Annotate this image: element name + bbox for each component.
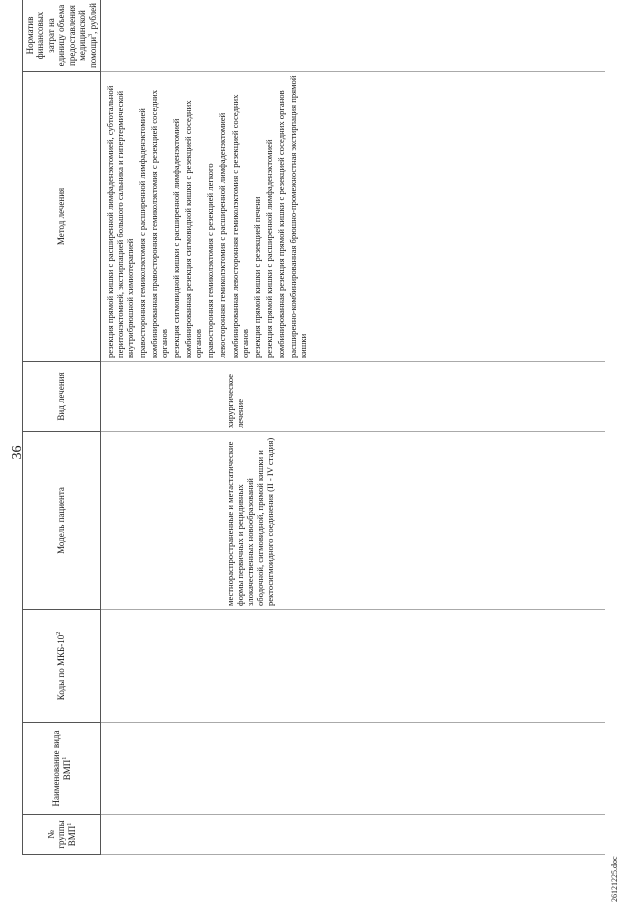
header-norm: Норматив финансовых затрат на единицу объема предоставления медицинской помощи$^3$, рублей: [23, 0, 101, 72]
method-item: правосторонняя гемиколэктомия с резекцией легкого: [205, 163, 216, 358]
method-item: резекция прямой кишки с резекцией печени: [251, 196, 262, 358]
table-header-row: [23, 0, 101, 855]
header-treatment-method: Метод лечения: [23, 72, 101, 362]
cell-norm: [101, 0, 606, 72]
cell-icd-codes: [101, 610, 606, 723]
header-treatment-type: Вид лечения: [23, 362, 101, 432]
cell-treatment-method: [101, 72, 606, 362]
header-vmp-name: Наименование вида ВМП$^1$: [23, 723, 101, 815]
cell-group-no: [101, 815, 606, 855]
method-item: левосторонняя гемиколэктомия с расширенной лимфаденэктомией: [217, 112, 228, 358]
method-item: комбинированная правосторонняя гемиколэктомия с резекцией соседних органов: [149, 89, 170, 358]
patient-model-text: местнораспространенные и метастатические формы первичных и рецидивных злокачественных новообразований ободочной, сигмовидной, прямой кишки и ректосигмоидного соединения (II - IV стадия): [225, 437, 276, 606]
method-item: резекция прямой кишки с расширенной лимфаденэктомией: [263, 139, 274, 358]
method-item: правосторонняя гемиколэктомия с расширенной лимфаденэктомией: [137, 108, 148, 358]
footer-doc-name: 26121225.doc: [610, 856, 619, 902]
method-item: резекция прямой кишки с расширенной лимфаденэктомией, субтотальной перитонэктомией, экстирпацией большого сальника и гипертермической внутрибрюшной химиотерапией: [105, 85, 136, 358]
vmp-table: [22, 0, 605, 855]
cell-vmp-name: [101, 723, 606, 815]
cell-treatment-type: [101, 362, 606, 432]
page-number: 36: [10, 445, 25, 460]
treatment-type-text: хирургическое лечение: [225, 374, 246, 428]
method-item: резекция сигмовидной кишки с расширенной лимфаденэктомией: [171, 118, 182, 358]
header-icd-codes: Коды по МКБ-$10^2$: [23, 610, 101, 723]
cell-patient-model: [101, 432, 606, 610]
header-group-no: № группы ВМП$^1$: [23, 815, 101, 855]
method-item: комбинированная резекция сигмовидной кишки с резекцией соседних органов: [183, 100, 204, 358]
method-item: комбинированная резекция прямой кишки с резекцией соседних органов: [275, 90, 286, 358]
table-row: [101, 0, 606, 855]
method-item: расширенно-комбинированная брюшно-промежностная экстирпация прямой кишки: [287, 75, 308, 358]
method-item: комбинированная левосторонняя гемиколэктомия с резекцией соседних органов: [229, 94, 250, 358]
header-patient-model: Модель пациента: [23, 432, 101, 610]
